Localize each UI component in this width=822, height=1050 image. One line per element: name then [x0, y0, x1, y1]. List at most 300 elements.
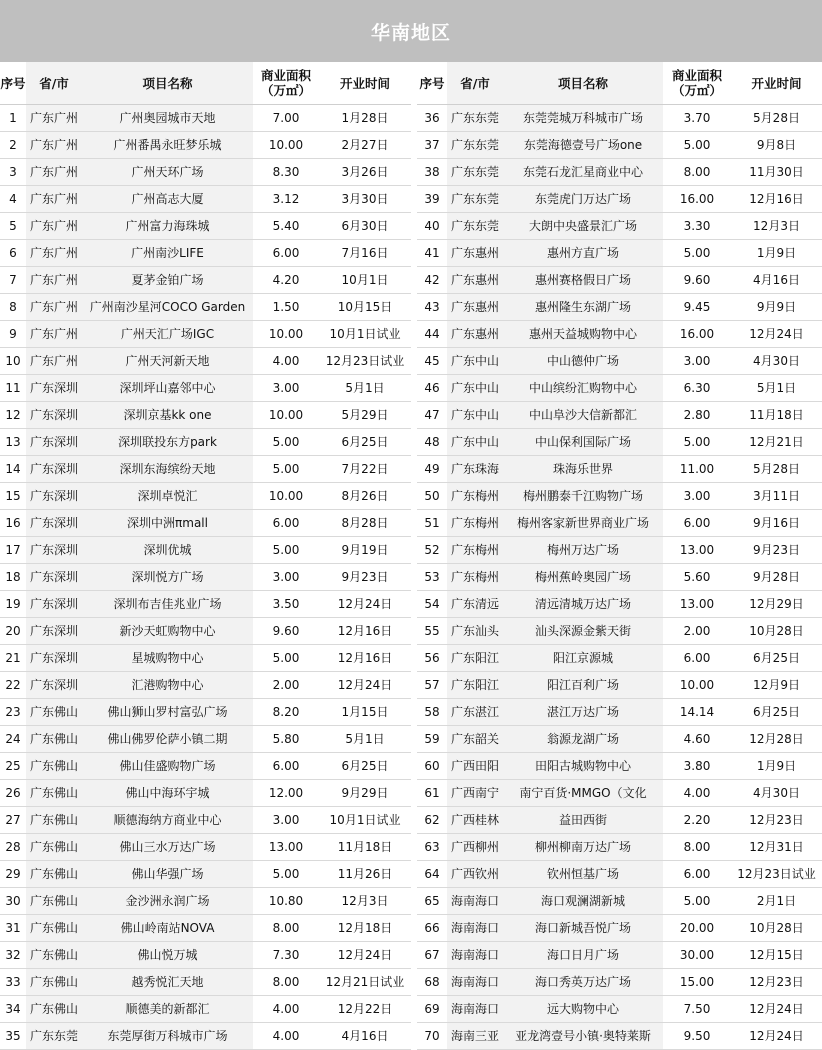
- cell-no: 12: [0, 402, 26, 429]
- cell-area: 3.30: [663, 213, 731, 240]
- cell-project-name: 越秀悦汇天地: [82, 969, 253, 996]
- cell-province: 广东深圳: [26, 375, 82, 402]
- cell-province: 广东佛山: [26, 834, 82, 861]
- cell-province: 广东佛山: [26, 861, 82, 888]
- cell-open-time: 12月16日: [731, 186, 822, 213]
- cell-area: 8.00: [253, 969, 319, 996]
- cell-no: 54: [417, 591, 447, 618]
- cell-area: 8.30: [253, 159, 319, 186]
- cell-open-time: 9月23日: [319, 564, 411, 591]
- cell-area: 5.00: [253, 429, 319, 456]
- cell-open-time: 11月30日: [731, 159, 822, 186]
- cell-project-name: 佛山佛罗伦萨小镇二期: [82, 726, 253, 753]
- cell-open-time: 5月1日: [319, 375, 411, 402]
- cell-project-name: 佛山悦万城: [82, 942, 253, 969]
- cell-province: 广东珠海: [447, 456, 503, 483]
- table-row: [417, 699, 822, 726]
- cell-project-name: 惠州赛格假日广场: [503, 267, 663, 294]
- cell-open-time: 7月16日: [319, 240, 411, 267]
- cell-no: 53: [417, 564, 447, 591]
- cell-area: 3.70: [663, 105, 731, 132]
- cell-province: 广东广州: [26, 186, 82, 213]
- cell-no: 38: [417, 159, 447, 186]
- table-row: [417, 240, 822, 267]
- cell-province: 广东东莞: [447, 186, 503, 213]
- cell-province: 广东佛山: [26, 969, 82, 996]
- table-row: [417, 807, 822, 834]
- cell-no: 18: [0, 564, 26, 591]
- cell-project-name: 星城购物中心: [82, 645, 253, 672]
- cell-province: 广东深圳: [26, 537, 82, 564]
- cell-open-time: 4月30日: [731, 348, 822, 375]
- header-area: 商业面积（万㎡）: [663, 62, 731, 105]
- cell-project-name: 深圳卓悦汇: [82, 483, 253, 510]
- cell-province: 广东湛江: [447, 699, 503, 726]
- cell-project-name: 广州富力海珠城: [82, 213, 253, 240]
- cell-no: 35: [0, 1023, 26, 1050]
- cell-project-name: 顺德美的新都汇: [82, 996, 253, 1023]
- cell-open-time: 7月22日: [319, 456, 411, 483]
- cell-province: 广东佛山: [26, 807, 82, 834]
- cell-area: 2.20: [663, 807, 731, 834]
- cell-project-name: 梅州客家新世界商业广场: [503, 510, 663, 537]
- cell-no: 1: [0, 105, 26, 132]
- cell-project-name: 佛山岭南站NOVA: [82, 915, 253, 942]
- cell-province: 广东深圳: [26, 510, 82, 537]
- table-row: [0, 672, 411, 699]
- cell-open-time: 12月21日试业: [319, 969, 411, 996]
- cell-open-time: 10月15日: [319, 294, 411, 321]
- cell-province: 广东广州: [26, 213, 82, 240]
- cell-no: 47: [417, 402, 447, 429]
- page-title: 华南地区: [0, 0, 822, 62]
- cell-province: 广东广州: [26, 267, 82, 294]
- cell-province: 广东广州: [26, 294, 82, 321]
- cell-no: 66: [417, 915, 447, 942]
- cell-project-name: 广州南沙LIFE: [82, 240, 253, 267]
- cell-open-time: 5月28日: [731, 105, 822, 132]
- cell-area: 10.80: [253, 888, 319, 915]
- table-row: [0, 483, 411, 510]
- cell-open-time: 2月27日: [319, 132, 411, 159]
- cell-open-time: 3月26日: [319, 159, 411, 186]
- cell-area: 8.00: [253, 915, 319, 942]
- cell-area: 10.00: [663, 672, 731, 699]
- cell-no: 52: [417, 537, 447, 564]
- table-row: [417, 132, 822, 159]
- cell-project-name: 汕头深源金紫天街: [503, 618, 663, 645]
- table-row: [0, 861, 411, 888]
- table-row: [417, 780, 822, 807]
- cell-no: 46: [417, 375, 447, 402]
- cell-open-time: 6月25日: [319, 753, 411, 780]
- cell-area: 7.50: [663, 996, 731, 1023]
- table-row: [0, 699, 411, 726]
- cell-project-name: 广州奥园城市天地: [82, 105, 253, 132]
- cell-province: 广东梅州: [447, 510, 503, 537]
- cell-area: 6.30: [663, 375, 731, 402]
- table-row: [0, 888, 411, 915]
- cell-open-time: 5月1日: [319, 726, 411, 753]
- table-row: [417, 969, 822, 996]
- cell-area: 5.00: [663, 240, 731, 267]
- cell-province: 广东广州: [26, 321, 82, 348]
- cell-no: 37: [417, 132, 447, 159]
- cell-area: 8.00: [663, 159, 731, 186]
- table-row: [0, 537, 411, 564]
- cell-province: 广东东莞: [447, 213, 503, 240]
- table-row: [0, 429, 411, 456]
- cell-open-time: 6月30日: [319, 213, 411, 240]
- cell-open-time: 1月15日: [319, 699, 411, 726]
- cell-area: 16.00: [663, 186, 731, 213]
- table-row: [0, 753, 411, 780]
- table-row: [0, 375, 411, 402]
- cell-area: 1.50: [253, 294, 319, 321]
- cell-area: 5.00: [663, 132, 731, 159]
- cell-project-name: 东莞厚街万科城市广场: [82, 1023, 253, 1050]
- table-row: [417, 159, 822, 186]
- cell-no: 41: [417, 240, 447, 267]
- cell-province: 广东东莞: [447, 159, 503, 186]
- cell-no: 32: [0, 942, 26, 969]
- cell-area: 8.00: [663, 834, 731, 861]
- cell-no: 62: [417, 807, 447, 834]
- cell-project-name: 梅州万达广场: [503, 537, 663, 564]
- cell-province: 广东中山: [447, 429, 503, 456]
- cell-project-name: 广州天汇广场IGC: [82, 321, 253, 348]
- table-row: [417, 510, 822, 537]
- cell-province: 广东阳江: [447, 645, 503, 672]
- cell-province: 广东惠州: [447, 240, 503, 267]
- cell-no: 26: [0, 780, 26, 807]
- cell-province: 广东佛山: [26, 888, 82, 915]
- cell-project-name: 佛山华强广场: [82, 861, 253, 888]
- cell-open-time: 6月25日: [319, 429, 411, 456]
- cell-province: 广西南宁: [447, 780, 503, 807]
- cell-open-time: 3月30日: [319, 186, 411, 213]
- cell-project-name: 柳州柳南万达广场: [503, 834, 663, 861]
- cell-no: 50: [417, 483, 447, 510]
- cell-open-time: 1月9日: [731, 240, 822, 267]
- cell-no: 7: [0, 267, 26, 294]
- cell-no: 51: [417, 510, 447, 537]
- cell-project-name: 亚龙湾壹号小镇·奥特莱斯: [503, 1023, 663, 1050]
- cell-province: 广东深圳: [26, 564, 82, 591]
- cell-project-name: 远大购物中心: [503, 996, 663, 1023]
- right-table: [417, 62, 822, 1050]
- cell-province: 广东深圳: [26, 618, 82, 645]
- table-row: [0, 618, 411, 645]
- cell-project-name: 佛山三水万达广场: [82, 834, 253, 861]
- cell-no: 34: [0, 996, 26, 1023]
- cell-project-name: 海口观澜湖新城: [503, 888, 663, 915]
- header-area: 商业面积（万㎡）: [253, 62, 319, 105]
- cell-area: 9.50: [663, 1023, 731, 1050]
- cell-no: 21: [0, 645, 26, 672]
- cell-no: 63: [417, 834, 447, 861]
- table-row: [417, 429, 822, 456]
- cell-area: 16.00: [663, 321, 731, 348]
- cell-area: 3.00: [253, 807, 319, 834]
- cell-project-name: 广州天环广场: [82, 159, 253, 186]
- table-row: [417, 267, 822, 294]
- table-row: [417, 375, 822, 402]
- cell-no: 2: [0, 132, 26, 159]
- cell-open-time: 4月16日: [319, 1023, 411, 1050]
- cell-no: 27: [0, 807, 26, 834]
- cell-project-name: 惠州天益城购物中心: [503, 321, 663, 348]
- table-row: [417, 537, 822, 564]
- cell-no: 40: [417, 213, 447, 240]
- cell-province: 海南海口: [447, 996, 503, 1023]
- cell-open-time: 12月23日试业: [319, 348, 411, 375]
- cell-open-time: 9月8日: [731, 132, 822, 159]
- cell-province: 广西柳州: [447, 834, 503, 861]
- cell-open-time: 9月9日: [731, 294, 822, 321]
- table-row: [417, 645, 822, 672]
- table-row: [0, 105, 411, 132]
- cell-open-time: 2月1日: [731, 888, 822, 915]
- cell-open-time: 6月25日: [731, 699, 822, 726]
- cell-open-time: 9月23日: [731, 537, 822, 564]
- cell-open-time: 1月9日: [731, 753, 822, 780]
- cell-no: 61: [417, 780, 447, 807]
- cell-province: 广东广州: [26, 240, 82, 267]
- table-row: [417, 1023, 822, 1050]
- table-row: [0, 402, 411, 429]
- cell-area: 4.00: [253, 1023, 319, 1050]
- cell-project-name: 新沙天虹购物中心: [82, 618, 253, 645]
- cell-area: 30.00: [663, 942, 731, 969]
- cell-area: 14.14: [663, 699, 731, 726]
- cell-project-name: 金沙洲永润广场: [82, 888, 253, 915]
- cell-province: 广东广州: [26, 348, 82, 375]
- cell-open-time: 9月16日: [731, 510, 822, 537]
- cell-open-time: 5月29日: [319, 402, 411, 429]
- cell-province: 广东中山: [447, 375, 503, 402]
- cell-area: 3.00: [253, 375, 319, 402]
- cell-area: 6.00: [253, 240, 319, 267]
- cell-open-time: 10月1日试业: [319, 321, 411, 348]
- table-row: [0, 456, 411, 483]
- cell-area: 11.00: [663, 456, 731, 483]
- cell-project-name: 钦州恒基广场: [503, 861, 663, 888]
- cell-no: 11: [0, 375, 26, 402]
- cell-open-time: 12月29日: [731, 591, 822, 618]
- cell-project-name: 深圳联投东方park: [82, 429, 253, 456]
- cell-project-name: 中山德仲广场: [503, 348, 663, 375]
- cell-province: 广东深圳: [26, 456, 82, 483]
- cell-area: 3.12: [253, 186, 319, 213]
- cell-province: 广东惠州: [447, 267, 503, 294]
- cell-project-name: 中山缤纷汇购物中心: [503, 375, 663, 402]
- table-row: [0, 294, 411, 321]
- cell-no: 64: [417, 861, 447, 888]
- cell-project-name: 大朗中央盛景汇广场: [503, 213, 663, 240]
- table-row: [0, 132, 411, 159]
- cell-no: 49: [417, 456, 447, 483]
- header-open-time: 开业时间: [319, 62, 411, 105]
- cell-province: 广东中山: [447, 402, 503, 429]
- cell-open-time: 4月30日: [731, 780, 822, 807]
- cell-project-name: 中山阜沙大信新都汇: [503, 402, 663, 429]
- cell-no: 6: [0, 240, 26, 267]
- cell-open-time: 10月1日试业: [319, 807, 411, 834]
- cell-project-name: 东莞海德壹号广场one: [503, 132, 663, 159]
- cell-no: 45: [417, 348, 447, 375]
- cell-project-name: 广州高志大厦: [82, 186, 253, 213]
- cell-area: 20.00: [663, 915, 731, 942]
- cell-no: 3: [0, 159, 26, 186]
- cell-no: 14: [0, 456, 26, 483]
- cell-province: 广东广州: [26, 159, 82, 186]
- cell-province: 广东东莞: [26, 1023, 82, 1050]
- table-row: [0, 591, 411, 618]
- cell-project-name: 顺德海纳方商业中心: [82, 807, 253, 834]
- cell-area: 13.00: [663, 537, 731, 564]
- cell-area: 2.00: [663, 618, 731, 645]
- table-row: [417, 996, 822, 1023]
- table-row: [0, 1023, 411, 1050]
- cell-area: 10.00: [253, 402, 319, 429]
- cell-open-time: 12月24日: [731, 996, 822, 1023]
- cell-open-time: 12月3日: [731, 213, 822, 240]
- cell-project-name: 益田西街: [503, 807, 663, 834]
- cell-area: 5.00: [663, 888, 731, 915]
- cell-no: 55: [417, 618, 447, 645]
- cell-province: 广西田阳: [447, 753, 503, 780]
- table-row: [417, 753, 822, 780]
- cell-province: 海南海口: [447, 942, 503, 969]
- table-row: [417, 105, 822, 132]
- cell-project-name: 阳江京源城: [503, 645, 663, 672]
- cell-province: 广东中山: [447, 348, 503, 375]
- cell-area: 5.00: [253, 456, 319, 483]
- cell-province: 广东东莞: [447, 132, 503, 159]
- cell-area: 2.00: [253, 672, 319, 699]
- cell-project-name: 东莞莞城万科城市广场: [503, 105, 663, 132]
- cell-area: 7.00: [253, 105, 319, 132]
- cell-no: 36: [417, 105, 447, 132]
- cell-no: 16: [0, 510, 26, 537]
- cell-area: 6.00: [663, 645, 731, 672]
- header-no: 序号: [0, 62, 26, 105]
- cell-area: 5.00: [253, 645, 319, 672]
- cell-province: 广东东莞: [447, 105, 503, 132]
- table-row: [417, 402, 822, 429]
- table-row: [0, 969, 411, 996]
- cell-no: 67: [417, 942, 447, 969]
- cell-no: 42: [417, 267, 447, 294]
- cell-project-name: 南宁百货·MMGO（文化: [503, 780, 663, 807]
- cell-area: 4.00: [253, 348, 319, 375]
- cell-no: 5: [0, 213, 26, 240]
- cell-no: 70: [417, 1023, 447, 1050]
- cell-province: 广东深圳: [26, 429, 82, 456]
- cell-no: 13: [0, 429, 26, 456]
- table-row: [417, 618, 822, 645]
- cell-area: 9.45: [663, 294, 731, 321]
- table-row: [0, 348, 411, 375]
- cell-area: 3.00: [663, 348, 731, 375]
- cell-open-time: 12月28日: [731, 726, 822, 753]
- cell-no: 44: [417, 321, 447, 348]
- table-row: [417, 726, 822, 753]
- cell-area: 10.00: [253, 132, 319, 159]
- cell-open-time: 8月26日: [319, 483, 411, 510]
- cell-province: 广东梅州: [447, 483, 503, 510]
- cell-project-name: 广州南沙星河COCO Garden: [82, 294, 253, 321]
- cell-open-time: 12月31日: [731, 834, 822, 861]
- cell-no: 30: [0, 888, 26, 915]
- cell-area: 15.00: [663, 969, 731, 996]
- cell-area: 3.50: [253, 591, 319, 618]
- cell-project-name: 海口日月广场: [503, 942, 663, 969]
- cell-project-name: 深圳京基kk one: [82, 402, 253, 429]
- cell-open-time: 11月26日: [319, 861, 411, 888]
- table-row: [417, 483, 822, 510]
- cell-no: 8: [0, 294, 26, 321]
- cell-no: 48: [417, 429, 447, 456]
- table-row: [417, 942, 822, 969]
- cell-open-time: 9月28日: [731, 564, 822, 591]
- cell-project-name: 佛山佳盛购物广场: [82, 753, 253, 780]
- cell-area: 4.00: [253, 996, 319, 1023]
- table-row: [417, 564, 822, 591]
- cell-area: 6.00: [253, 753, 319, 780]
- cell-province: 广东汕头: [447, 618, 503, 645]
- cell-no: 39: [417, 186, 447, 213]
- cell-open-time: 6月25日: [731, 645, 822, 672]
- cell-no: 28: [0, 834, 26, 861]
- cell-project-name: 东莞虎门万达广场: [503, 186, 663, 213]
- table-row: [0, 645, 411, 672]
- cell-area: 13.00: [663, 591, 731, 618]
- cell-area: 6.00: [253, 510, 319, 537]
- table-row: [0, 186, 411, 213]
- table-row: [0, 996, 411, 1023]
- cell-no: 59: [417, 726, 447, 753]
- cell-project-name: 深圳悦方广场: [82, 564, 253, 591]
- cell-no: 20: [0, 618, 26, 645]
- left-table: [0, 62, 411, 1050]
- table-row: [417, 834, 822, 861]
- cell-province: 广西桂林: [447, 807, 503, 834]
- cell-province: 广东深圳: [26, 672, 82, 699]
- cell-open-time: 12月3日: [319, 888, 411, 915]
- cell-project-name: 珠海乐世界: [503, 456, 663, 483]
- cell-open-time: 12月24日: [319, 672, 411, 699]
- cell-project-name: 夏茅金铂广场: [82, 267, 253, 294]
- cell-area: 5.40: [253, 213, 319, 240]
- table-row: [417, 672, 822, 699]
- cell-project-name: 梅州蕉岭奥园广场: [503, 564, 663, 591]
- header-project-name: 项目名称: [82, 62, 253, 105]
- cell-open-time: 12月9日: [731, 672, 822, 699]
- cell-no: 17: [0, 537, 26, 564]
- cell-open-time: 12月21日: [731, 429, 822, 456]
- cell-area: 5.00: [253, 861, 319, 888]
- cell-open-time: 12月23日试业: [731, 861, 822, 888]
- cell-province: 广东深圳: [26, 483, 82, 510]
- cell-project-name: 田阳古城购物中心: [503, 753, 663, 780]
- cell-area: 6.00: [663, 510, 731, 537]
- cell-province: 广东阳江: [447, 672, 503, 699]
- cell-province: 广东佛山: [26, 942, 82, 969]
- cell-open-time: 12月24日: [319, 942, 411, 969]
- cell-no: 31: [0, 915, 26, 942]
